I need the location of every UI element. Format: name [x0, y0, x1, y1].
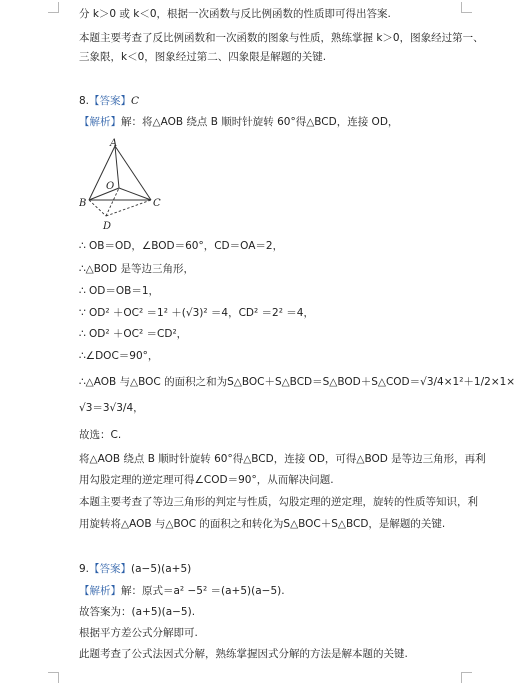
- q8-answer: C: [131, 95, 140, 107]
- q8-comment-3: 本题主要考查了等边三角形的判定与性质，勾股定理的逆定理，旋转的性质等知识，利: [79, 496, 478, 508]
- q8-analysis-tag: 【解析】: [79, 116, 121, 128]
- q9-analysis-tag: 【解析】: [79, 585, 121, 597]
- q8-step-3: ∴ OD＝OB＝1，: [79, 285, 160, 297]
- q8-step-2: ∴△BOD 是等边三角形，: [79, 263, 194, 275]
- q9-answer: (a−5)(a+5): [131, 563, 192, 575]
- q8-intro: 解：将△AOB 绕点 B 顺时针旋转 60°得△BCD，连接 OD，: [121, 116, 399, 128]
- q8-answer-tag: 【答案】: [89, 95, 132, 107]
- label-o: O: [106, 181, 115, 192]
- q8-intro-line: [79, 115, 398, 129]
- q8-answer-line: [79, 94, 139, 108]
- q8-comment-2: 用勾股定理的逆定理可得∠COD＝90°，从而解决问题.: [79, 474, 334, 486]
- q9-step-1: 解：原式＝a² −5² ＝(a+5)(a−5).: [121, 585, 285, 597]
- p7-line-2: 本题主要考查了反比例函数和一次函数的图象与性质，熟练掌握 k＞0，图象经过第一、: [79, 32, 484, 44]
- label-a: A: [110, 138, 118, 149]
- q8-conclusion: 故选：C.: [79, 429, 122, 441]
- q8-step-8: √3＝3√3/4，: [79, 402, 144, 414]
- q8-comment-1: 将△AOB 绕点 B 顺时针旋转 60°得△BCD，连接 OD，可得△BOD 是等边三角形，再利: [79, 453, 486, 465]
- q8-step-1: ∴ OB＝OD，∠BOD＝60°，CD＝OA＝2，: [79, 240, 284, 252]
- q8-comment-4: 用旋转将△AOB 与△BOC 的面积之和转化为S△BOC＋S△BCD，是解题的关键.: [79, 518, 446, 530]
- q8-step-7: ∴△AOB 与△BOC 的面积之和为S△BOC＋S△BCD＝S△BOD＋S△COD＝√3/4×1²＋1/2×1×: [79, 376, 516, 388]
- triangle-figure: [79, 138, 169, 233]
- label-c: C: [153, 198, 161, 209]
- segment-ac: [115, 146, 151, 200]
- segment-co: [119, 188, 151, 200]
- page-corner-mark: [48, 672, 59, 683]
- q9-number: 9.: [79, 563, 90, 575]
- q9-step-1-line: [79, 584, 285, 598]
- q8-number: 8.: [79, 95, 90, 107]
- q9-answer-line: [79, 562, 191, 576]
- q8-step-4: ∵ OD² ＋OC² ＝1² ＋(√3)² ＝4，CD² ＝2² ＝4，: [79, 307, 314, 319]
- p7-line-3: 三象限，k＜0，图象经过第二、四象限是解题的关键.: [79, 51, 327, 63]
- page-corner-mark: [48, 2, 59, 13]
- q8-step-6: ∴∠DOC＝90°，: [79, 350, 159, 362]
- label-d: D: [103, 221, 112, 232]
- q9-answer-tag: 【答案】: [89, 563, 132, 575]
- dashed-segment-bd: [89, 200, 106, 216]
- page-corner-mark: [461, 672, 472, 683]
- q8-step-5: ∴ OD² ＋OC² ＝CD²，: [79, 328, 188, 340]
- segment-ao: [115, 146, 119, 188]
- q9-step-3: 根据平方差公式分解即可.: [79, 627, 198, 639]
- page-corner-mark: [461, 2, 472, 13]
- p7-line-1: 分 k＞0 或 k＜0，根据一次函数与反比例函数的性质即可得出答案.: [79, 8, 391, 20]
- q9-step-2: 故答案为：(a+5)(a−5).: [79, 606, 196, 618]
- q9-step-4: 此题考查了公式法因式分解，熟练掌握因式分解的方法是解本题的关键.: [79, 648, 408, 660]
- label-b: B: [79, 198, 87, 209]
